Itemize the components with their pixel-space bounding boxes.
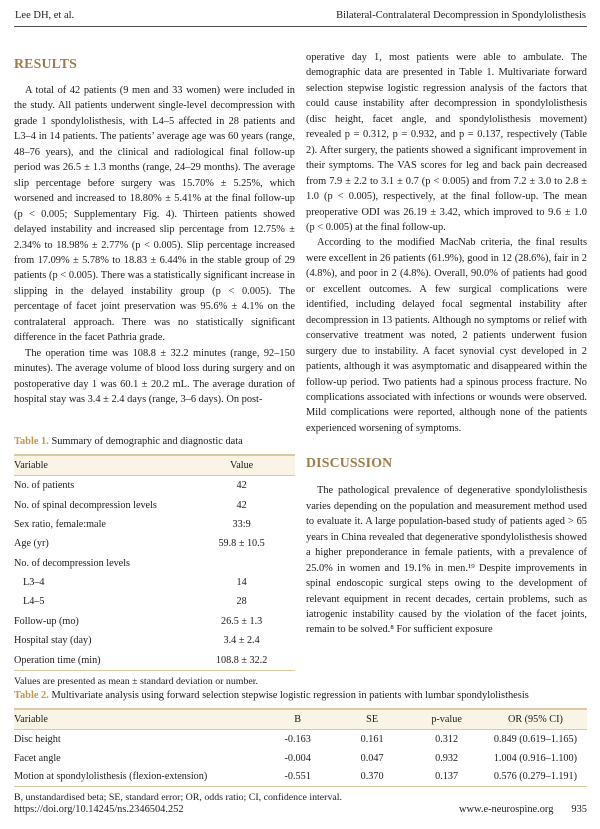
header-row: [14, 709, 587, 730]
table-cell: No. of spinal decompression levels: [14, 499, 157, 511]
table1: [14, 454, 295, 671]
table-cell: 14: [236, 577, 247, 589]
table-cell: Disc height: [14, 734, 61, 746]
table-cell: 3.4 ± 2.4: [223, 635, 260, 647]
table1-block: [14, 435, 295, 687]
table-row: [14, 767, 587, 786]
table-cell: No. of decompression levels: [14, 557, 130, 569]
table-cell: [188, 554, 295, 573]
table-row: [14, 592, 295, 611]
running-head-author: Lee DH, et al.: [15, 10, 75, 21]
running-head-title: Bilateral-Contralateral Decompression in Spondylolisthesis: [336, 10, 586, 21]
table-cell: 0.370: [360, 771, 384, 783]
table-cell: 0.047: [360, 752, 384, 764]
table-cell: 0.932: [435, 752, 459, 764]
section-heading-results: RESULTS: [14, 56, 78, 71]
table-row: [14, 650, 295, 670]
table-cell: 59.8 ± 10.5: [218, 538, 265, 550]
table-cell: -0.163: [284, 734, 311, 746]
table-cell: 0.137: [435, 771, 459, 783]
column-header: OR (95% CI): [507, 714, 563, 726]
section-heading-discussion: DISCUSSION: [306, 455, 393, 471]
page-number: 935: [571, 804, 587, 815]
table-cell: Age (yr): [14, 538, 49, 550]
results-paragraph: The operation time was 108.8 ± 32.2 minutes (range, 92–150 minutes). The average volume of blood loss during surgery and on postoperative day 1 was 60.1 ± 20.2 mL. The average duration of hospital stay was 3.4 ± 2.4 days (range, 3–6 days). On post-: [14, 347, 295, 406]
two-column-body: [14, 50, 587, 687]
table-cell: Motion at spondylolisthesis (flexion-extension): [14, 771, 208, 783]
table2-note: B, unstandardised beta; SE, standard error; OR, odds ratio; CI, confidence interval.: [14, 792, 342, 803]
column-header: SE: [366, 714, 379, 726]
table-cell: 28: [236, 596, 247, 608]
table-cell: 26.5 ± 1.3: [220, 615, 263, 627]
table-row: [14, 534, 295, 553]
table2-label: Table 2.: [14, 689, 49, 701]
left-column: [14, 50, 295, 687]
table2-block: [14, 689, 587, 804]
table-cell: Sex ratio, female:male: [14, 518, 106, 530]
column-header: Variable: [14, 460, 48, 472]
table-row: [14, 749, 587, 768]
table-cell: Follow-up (mo): [14, 615, 79, 627]
table-cell: Operation time (min): [14, 654, 101, 666]
table-row: [14, 573, 295, 592]
running-head: [14, 8, 587, 27]
table-cell: 0.849 (0.619–1.165): [493, 734, 578, 746]
table1-caption: [14, 435, 295, 449]
column-header: B: [294, 714, 302, 726]
page-footer: [14, 804, 587, 815]
table2-caption-text: Multivariate analysis using forward selection stepwise logistic regression in patients with lumbar spondylolisthesis: [51, 689, 529, 701]
table-cell: L3–4: [23, 577, 45, 589]
table-row: [14, 515, 295, 534]
table-cell: 42: [236, 480, 247, 492]
results-paragraph-continued: operative day 1, most patients were able to ambulate. The demographic data are presented in Table 1. Multivariate forward selection stepwise logistic regression analysis of the factors that could cause instability after decompression in spondylolisthesis (disc height, facet angle, and spondylolisthesis movement) revealed p = 0.312, p = 0.932, and p = 0.137, respectively (Table 2). After surgery, the patients showed a significant improvement in their symptoms. The VAS scores for leg and back pain decreased from 7.9 ± 2.2 to 3.1 ± 0.7 (p < 0.005) and from 7.2 ± 3.0 to 2.8 ± 1.0 (p < 0.005), respectively, at the final follow-up. The mean preoperative ODI was 26.19 ± 3.42, which improved to 9.6 ± 1.0 (p < 0.005) at the final follow-up.: [306, 52, 587, 233]
table-cell: 0.576 (0.279–1.191): [493, 771, 578, 783]
header-row: [14, 455, 295, 476]
right-column: [306, 50, 587, 687]
table-row: [14, 554, 295, 573]
table2: [14, 708, 587, 787]
journal-site-link[interactable]: www.e-neurospine.org: [459, 804, 554, 815]
column-header: Variable: [14, 714, 48, 726]
discussion-paragraph: The pathological prevalence of degenerative spondylolisthesis varies depending on the population and measurement method used to evaluate it. A large population-based study of patients aged > 65 years in China revealed that degenerative spondylolisthesis showed a higher preponderance in female patients, with a prevalence of 25.0% in women and 19.1% in men.¹⁹ Despite improvements in spinal endoscopic surgical steps owing to the development of relevant equipment in recent decades, certain problems, such as iatrogenic instability caused by the violation of the facet joints, remain to be solved.⁸ For sufficient exposure: [306, 485, 587, 636]
table-cell: Facet angle: [14, 752, 61, 764]
table-cell: Hospital stay (day): [14, 635, 92, 647]
table-row: [14, 495, 295, 514]
table1-label: Table 1.: [14, 435, 49, 447]
table-cell: 33:9: [232, 518, 251, 530]
table-cell: -0.004: [284, 752, 311, 764]
table-cell: 0.161: [360, 734, 384, 746]
table-cell: 1.004 (0.916–1.100): [493, 752, 578, 764]
table-cell: 42: [236, 499, 247, 511]
table-cell: 0.312: [435, 734, 459, 746]
column-header: p-value: [431, 714, 462, 726]
footer-right: [459, 804, 587, 815]
table-row: [14, 476, 295, 496]
table1-note: Values are presented as mean ± standard deviation or number.: [14, 675, 258, 687]
table-cell: 108.8 ± 32.2: [215, 654, 268, 666]
results-paragraph: According to the modified MacNab criteria, the final results were excellent in 26 patients (61.9%), good in 12 (28.6%), fair in 2 (4.8%), and poor in 2 (4.8%). Overall, 90.0% of patients had good or excellent outcomes. A few surgical complications were identified, including delayed focal segmental instability after decompression in 13 patients. Although no symptoms or relief with conservative treatment was noted, 2 patients underwent fusion surgery due to instability. A facet synovial cyst developed in 2 patients, although it was asymptomatic and disappeared within the follow-up period. Two patients had a spinous process fracture. No complications associated with infections or wounds were observed. Mild complications were reported, although none of the patients experienced worsening of symptoms.: [306, 237, 587, 434]
column-header: Value: [230, 460, 254, 472]
table2-caption: [14, 689, 587, 703]
table-cell: L4–5: [23, 596, 45, 608]
table-cell: No. of patients: [14, 480, 75, 492]
table-row: [14, 730, 587, 749]
table-row: [14, 631, 295, 650]
table-cell: -0.551: [284, 771, 311, 783]
table-row: [14, 612, 295, 631]
results-paragraph: A total of 42 patients (9 men and 33 women) were included in the study. All patients underwent single-level decompression with grade 1 spondylolisthesis, with L4–5 affected in 28 patients and L3–4 in 14 patients. The patients’ average age was 60 years (range, 48–76 years), and the clinical and radiological final follow-up period was 26.5 ± 1.3 months (range, 24–29 months). The average slip percentage before surgery was 15.70% ± 5.25%, which worsened and increased to 18.80% ± 5.41% at the final follow-up (p < 0.005; Supplementary Fig. 4). Thirteen patients showed delayed instability and increased slip percentage from 12.75% ± 2.34% to 18.98% ± 2.77% (p < 0.005). Slip percentage increased from 17.09% ± 5.78% to 18.83 ± 6.44% in the stable group of 29 patients (p < 0.005). There was a statistically significant increase in slipping in the delayed instability group (p < 0.005). The percentage of facet joint preservation was 95.6% ± 4.1% on the contralateral approach. There was no statistically significant difference in the facet Pathria grade.: [14, 85, 295, 344]
doi-link[interactable]: https://doi.org/10.14245/ns.2346504.252: [14, 804, 184, 815]
table1-caption-text: Summary of demographic and diagnostic data: [51, 435, 243, 447]
